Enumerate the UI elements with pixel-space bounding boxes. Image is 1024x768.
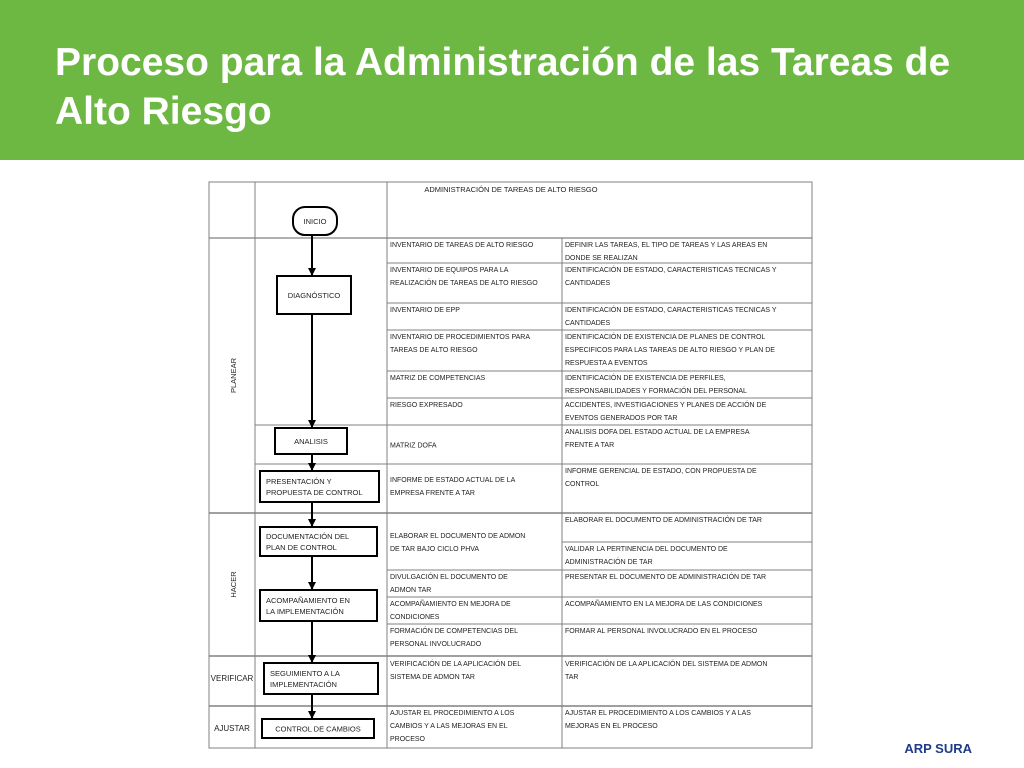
activity-text: INVENTARIO DE PROCEDIMIENTOS PARA TAREAS DE ALTO RIESGO xyxy=(390,334,531,354)
description-text: PRESENTAR EL DOCUMENTO DE ADMINISTRACIÓN DE TAR xyxy=(565,574,767,581)
activity-text: INVENTARIO DE TAREAS DE ALTO RIESGO xyxy=(390,242,534,249)
table-title: ADMINISTRACIÓN DE TAREAS DE ALTO RIESGO xyxy=(424,185,598,194)
process-box-label: ANALISIS xyxy=(294,437,328,446)
phase-label-planear: PLANEAR xyxy=(229,357,238,394)
description-text: INFORME GERENCIAL DE ESTADO, CON PROPUESTA DE CONTROL xyxy=(565,468,757,488)
activity-text: MATRIZ DE COMPETENCIAS xyxy=(390,375,486,382)
description-text: VERIFICACIÓN DE LA APLICACIÓN DEL SISTEMA DE ADMON TAR xyxy=(565,661,768,681)
description-text: DEFINIR LAS TAREAS, EL TIPO DE TAREAS Y LAS AREAS EN DONDE SE REALIZAN xyxy=(565,242,768,262)
process-box xyxy=(260,471,379,502)
activity-text: INFORME DE ESTADO ACTUAL DE LA EMPRESA FRENTE A TAR xyxy=(390,477,516,497)
phase-label-hacer: HACER xyxy=(229,571,238,598)
description-text: ELABORAR EL DOCUMENTO DE ADMINISTRACIÓN DE TAR xyxy=(565,517,762,524)
activity-text: INVENTARIO DE EQUIPOS PARA LA REALIZACIÓN DE TAREAS DE ALTO RIESGO xyxy=(390,267,538,287)
activity-text: AJUSTAR EL PROCEDIMIENTO A LOS CAMBIOS Y A LAS MEJORAS EN EL PROCESO xyxy=(390,710,515,743)
process-box-label: CONTROL DE CAMBIOS xyxy=(275,724,361,734)
activity-text: DIVULGACIÓN EL DOCUMENTO DE ADMON TAR xyxy=(390,574,508,594)
slide-title: Proceso para la Administración de las Tareas de Alto Riesgo xyxy=(55,41,951,133)
process-box-label: PRESENTACIÓN Y PROPUESTA DE CONTROL xyxy=(266,477,363,497)
description-text: ACOMPAÑAMIENTO EN LA MEJORA DE LAS CONDICIONES xyxy=(565,601,763,608)
description-text: IDENTIFICACIÓN DE EXISTENCIA DE PLANES DE CONTROL ESPECIFICOS PARA LAS TAREAS DE ALTO RIESGO Y PLAN DE RESPUESTA A EVENTOS xyxy=(565,334,775,367)
description-text: IDENTIFICACIÓN DE EXISTENCIA DE PERFILES, RESPONSABILIDADES Y FORMACIÓN DEL PERSONAL xyxy=(565,375,747,395)
process-box-label: ACOMPAÑAMIENTO EN LA IMPLEMENTACIÓN xyxy=(266,596,350,616)
description-text: AJUSTAR EL PROCEDIMIENTO A LOS CAMBIOS Y A LAS MEJORAS EN EL PROCESO xyxy=(565,710,751,730)
activity-text: INVENTARIO DE EPP xyxy=(390,307,460,314)
description-text: FORMAR AL PERSONAL INVOLUCRADO EN EL PROCESO xyxy=(565,628,758,635)
process-box-label: DOCUMENTACIÓN DEL PLAN DE CONTROL xyxy=(266,532,350,552)
description-text: ANALISIS DOFA DEL ESTADO ACTUAL DE LA EMPRESA FRENTE A TAR xyxy=(565,429,750,449)
description-text: IDENTIFICACIÓN DE ESTADO, CARACTERISTICAS TECNICAS Y CANTIDADES xyxy=(565,307,777,327)
description-text: VALIDAR LA PERTINENCIA DEL DOCUMENTO DE ADMINISTRACIÓN DE TAR xyxy=(565,546,728,566)
process-box-label: DIAGNÓSTICO xyxy=(287,291,341,300)
activity-text: MATRIZ DOFA xyxy=(390,442,437,450)
activity-text: RIESGO EXPRESADO xyxy=(390,402,463,409)
activity-text: FORMACIÓN DE COMPETENCIAS DEL PERSONAL INVOLUCRADO xyxy=(390,628,518,648)
activity-text: VERIFICACIÓN DE LA APLICACIÓN DEL SISTEMA DE ADMON TAR xyxy=(390,661,522,681)
brand-label: ARP SURA xyxy=(904,741,972,756)
activity-text: ACOMPAÑAMIENTO EN MEJORA DE CONDICIONES xyxy=(390,601,511,621)
process-box xyxy=(260,590,377,621)
start-node-label: INICIO xyxy=(303,217,327,226)
phase-label-ajustar: AJUSTAR xyxy=(214,724,250,733)
process-box xyxy=(264,663,378,694)
description-text: IDENTIFICACIÓN DE ESTADO, CARACTERISTICAS TECNICAS Y CANTIDADES xyxy=(565,267,777,287)
phase-label-verificar: VERIFICAR xyxy=(210,674,254,683)
process-box-label: SEGUIMIENTO A LA IMPLEMENTACIÓN xyxy=(270,669,340,689)
description-text: ACCIDENTES, INVESTIGACIONES Y PLANES DE ACCIÓN DE EVENTOS GENERADOS POR TAR xyxy=(565,402,767,422)
activity-text: ELABORAR EL DOCUMENTO DE ADMON DE TAR BAJO CICLO PHVA xyxy=(390,533,526,553)
